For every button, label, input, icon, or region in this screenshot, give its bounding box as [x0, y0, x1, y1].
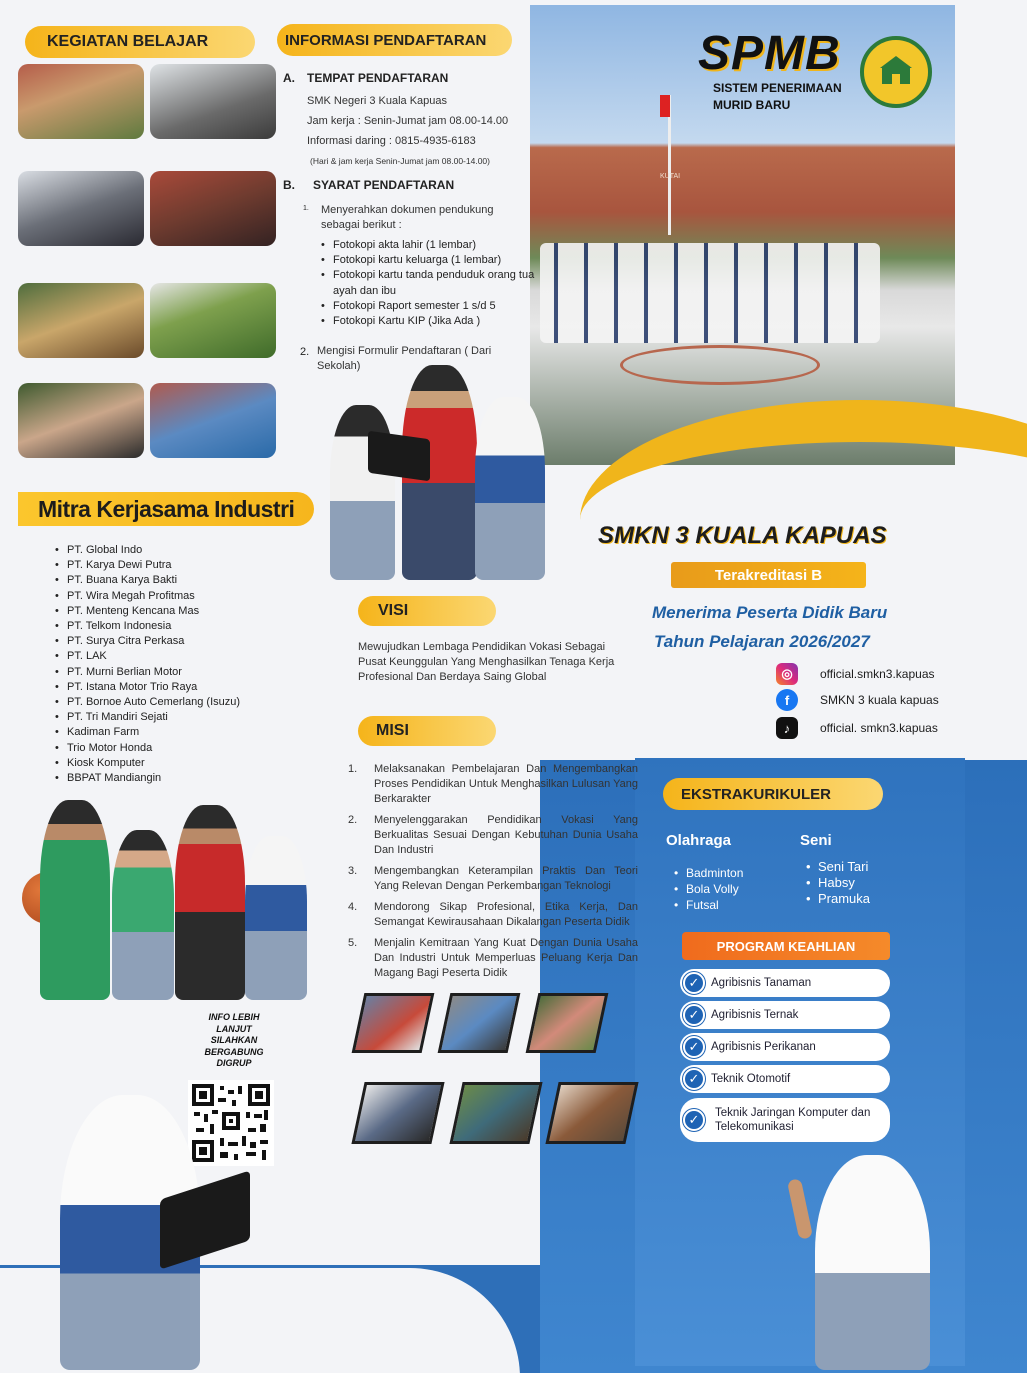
social-instagram[interactable] — [776, 663, 935, 685]
syarat-item2-num: 2. — [300, 346, 310, 358]
mitra-item: • Trio Motor Honda — [55, 741, 295, 756]
facebook-handle: SMKN 3 kuala kapuas — [820, 693, 939, 707]
activity-photo-2 — [150, 64, 276, 139]
tiktok-icon: ♪ — [776, 717, 798, 739]
facebook-icon: f — [776, 689, 798, 711]
spmb-subtitle-2: MURID BARU — [713, 98, 791, 112]
visi-title-text: VISI — [378, 602, 409, 619]
check-icon: ✓ — [683, 1068, 705, 1090]
program-item-label: Teknik Otomotif — [711, 1073, 791, 1085]
visi-text: Mewujudkan Lembaga Pendidikan Vokasi Sebagai Pusat Keunggulan Yang Menghasilkan Tenaga Kerja Profesional Dan Berdaya Saing Global — [358, 641, 615, 683]
social-facebook[interactable] — [776, 689, 939, 711]
spmb-subtitle-1: SISTEM PENERIMAAN — [713, 81, 842, 95]
olahraga-item: • Badminton — [674, 865, 743, 881]
building-sign: KUTAI — [660, 173, 681, 180]
info-group-line: BERGABUNG — [204, 1046, 264, 1057]
activity-photo-1 — [18, 64, 144, 139]
seni-item: • Habsy — [806, 875, 870, 891]
misi-item-num: 1. — [348, 763, 358, 775]
check-icon: ✓ — [683, 1036, 705, 1058]
misi-item-num: 3. — [348, 865, 358, 877]
program-item-label: Agribisnis Tanaman — [711, 977, 812, 989]
misi-item — [348, 900, 638, 930]
misi-item-num: 2. — [348, 814, 358, 826]
syarat-item1-num: 1. — [303, 205, 309, 212]
program-item-label: Teknik Jaringan Komputer dan Telekomunikasi — [715, 1107, 871, 1133]
mitra-item: • PT. Tri Mandiri Sejati — [55, 710, 295, 725]
tempat-note: (Hari & jam kerja Senin-Jumat jam 08.00-14.00) — [310, 156, 490, 166]
program-item-tjkt — [680, 1098, 890, 1142]
program-title — [682, 932, 890, 960]
instagram-icon: ◎ — [776, 663, 798, 685]
program-item-agribisnis-tanaman — [680, 969, 890, 997]
program-item-label: Agribisnis Perikanan — [711, 1041, 816, 1053]
mitra-item: • PT. Bornoe Auto Cemerlang (Isuzu) — [55, 695, 295, 710]
activity-photo-6 — [150, 283, 276, 358]
misi-item-num: 4. — [348, 901, 358, 913]
ekstra-olahraga — [666, 832, 743, 913]
instagram-handle: official.smkn3.kapuas — [820, 667, 935, 681]
student-with-laptop-image — [40, 1095, 250, 1370]
visi-title — [358, 596, 496, 626]
olahraga-list — [674, 865, 743, 913]
seni-item: • Pramuka — [806, 891, 870, 907]
akreditasi-badge — [671, 562, 866, 588]
tempat-jam-kerja: Jam kerja : Senin-Jumat jam 08.00-14.00 — [307, 115, 509, 127]
program-title-text: PROGRAM KEAHLIAN — [716, 938, 856, 954]
misi-item-text: Menjalin Kemitraan Yang Kuat Dengan Dunia Usaha Dan Industri Untuk Memperluas Peluang Kerja Dan Magang Bagi Peserta Didik — [374, 937, 638, 979]
misi-item-text: Mendorong Sikap Profesional, Etika Kerja, Dan Semangat Kewirausahaan Dikalangan Peserta Didik — [374, 901, 638, 928]
mitra-item: • PT. Menteng Kencana Mas — [55, 604, 295, 619]
mitra-item: • Kadiman Farm — [55, 725, 295, 740]
misi-title — [358, 716, 496, 746]
mitra-item: • PT. Global Indo — [55, 543, 295, 558]
syarat-doc-item: • Fotokopi kartu keluarga (1 lembar) — [321, 253, 536, 268]
tiktok-handle: official. smkn3.kapuas — [820, 721, 938, 735]
kegiatan-title-text: KEGIATAN BELAJAR — [47, 33, 209, 50]
info-group-line: DIGRUP — [216, 1058, 252, 1068]
school-emblem-icon — [860, 36, 932, 108]
social-tiktok[interactable] — [776, 717, 938, 739]
gallery-photo-3 — [526, 993, 609, 1053]
check-icon: ✓ — [683, 1109, 705, 1131]
program-item-teknik-otomotif — [680, 1065, 890, 1093]
mitra-item: • BBPAT Mandiangin — [55, 771, 295, 786]
program-item-label: Agribisnis Ternak — [711, 1009, 799, 1021]
misi-item-text: Melaksanakan Pembelajaran Dan Mengembangkan Proses Pendidikan Untuk Menghasilkan Lulusan Yang Berkarakter — [374, 763, 638, 805]
kegiatan-title — [25, 26, 255, 58]
tagline-2: Tahun Pelajaran 2026/2027 — [654, 632, 870, 651]
ekstra-title-text: EKSTRAKURIKULER — [681, 785, 831, 803]
tagline-1: Menerima Peserta Didik Baru — [652, 603, 888, 622]
ekstra-title — [663, 778, 883, 810]
gallery-photo-4 — [351, 1082, 444, 1144]
check-icon: ✓ — [683, 972, 705, 994]
gallery-photo-6 — [545, 1082, 638, 1144]
misi-list — [348, 762, 638, 987]
tempat-heading: TEMPAT PENDAFTARAN — [307, 71, 449, 85]
info-group-line: LANJUT — [216, 1023, 252, 1034]
activity-photo-7 — [18, 383, 144, 458]
ekstra-seni — [800, 832, 870, 907]
activity-photo-4 — [150, 171, 276, 246]
spmb-logo-text: SPMB — [698, 27, 841, 80]
syarat-item1-text: Menyerahkan dokumen pendukung sebagai berikut : — [321, 204, 494, 231]
olahraga-item: • Futsal — [674, 897, 743, 913]
seni-item: • Seni Tari — [806, 859, 870, 875]
misi-item-num: 5. — [348, 937, 358, 949]
school-name: SMKN 3 KUALA KAPUAS — [598, 522, 887, 549]
activity-photo-8 — [150, 383, 276, 458]
four-students-image — [20, 800, 320, 1000]
misi-item-text: Mengembangkan Keterampilan Praktis Dan Teori Yang Relevan Dengan Perkembangan Teknologi — [374, 865, 638, 892]
syarat-doc-item: • Fotokopi akta lahir (1 lembar) — [321, 238, 536, 253]
mitra-item: • PT. Buana Karya Bakti — [55, 573, 295, 588]
syarat-heading: SYARAT PENDAFTARAN — [313, 178, 455, 192]
seni-title: Seni — [800, 832, 832, 849]
misi-item — [348, 864, 638, 894]
mitra-title — [18, 492, 314, 526]
gallery-photo-5 — [449, 1082, 542, 1144]
check-icon: ✓ — [683, 1004, 705, 1026]
informasi-title — [277, 24, 512, 56]
mitra-item: • PT. Wira Megah Profitmas — [55, 589, 295, 604]
students-holding-laptop-image — [330, 365, 545, 580]
mitra-item: • PT. LAK — [55, 649, 295, 664]
olahraga-item: • Bola Volly — [674, 881, 743, 897]
mitra-item: • PT. Istana Motor Trio Raya — [55, 680, 295, 695]
misi-item — [348, 936, 638, 981]
mitra-list — [55, 543, 295, 786]
activity-photo-5 — [18, 283, 144, 358]
student-pointing-image — [775, 1155, 945, 1370]
activity-photo-3 — [18, 171, 144, 246]
mitra-item: • PT. Karya Dewi Putra — [55, 558, 295, 573]
gallery-photo-2 — [438, 993, 521, 1053]
misi-item — [348, 762, 638, 807]
syarat-marker: B. — [283, 178, 295, 192]
olahraga-title: Olahraga — [666, 832, 732, 849]
mitra-item: • PT. Surya Citra Perkasa — [55, 634, 295, 649]
info-group-text — [198, 1012, 270, 1070]
mitra-item: • Kiosk Komputer — [55, 756, 295, 771]
informasi-title-text: INFORMASI PENDAFTARAN — [285, 31, 487, 49]
tempat-marker: A. — [283, 71, 295, 85]
syarat-doc-item: • Fotokopi kartu tanda penduduk orang tua ayah dan ibu — [321, 268, 536, 298]
syarat-item2-text: Mengisi Formulir Pendaftaran ( Dari Sekolah) — [317, 345, 492, 372]
gallery-photo-1 — [352, 993, 435, 1053]
mitra-item: • PT. Telkom Indonesia — [55, 619, 295, 634]
syarat-docs-list — [321, 238, 536, 329]
misi-title-text: MISI — [376, 722, 409, 739]
akreditasi-text: Terakreditasi B — [714, 566, 823, 584]
program-item-agribisnis-perikanan — [680, 1033, 890, 1061]
syarat-doc-item: • Fotokopi Kartu KIP (Jika Ada ) — [321, 314, 536, 329]
misi-item — [348, 813, 638, 858]
mitra-title-text: Mitra Kerjasama Industri — [38, 495, 295, 522]
tempat-school: SMK Negeri 3 Kuala Kapuas — [307, 95, 448, 107]
info-group-line: SILAHKAN — [210, 1035, 258, 1045]
mitra-item: • PT. Murni Berlian Motor — [55, 665, 295, 680]
info-group-line: INFO LEBIH — [208, 1012, 260, 1022]
seni-list — [806, 859, 870, 907]
tempat-daring: Informasi daring : 0815-4935-6183 — [307, 135, 476, 147]
program-item-agribisnis-ternak — [680, 1001, 890, 1029]
syarat-doc-item: • Fotokopi Raport semester 1 s/d 5 — [321, 299, 536, 314]
misi-item-text: Menyelenggarakan Pendidikan Vokasi Yang Berkualitas Sesuai Dengan Kebutuhan Dunia Usaha Dan Industri — [374, 814, 638, 856]
